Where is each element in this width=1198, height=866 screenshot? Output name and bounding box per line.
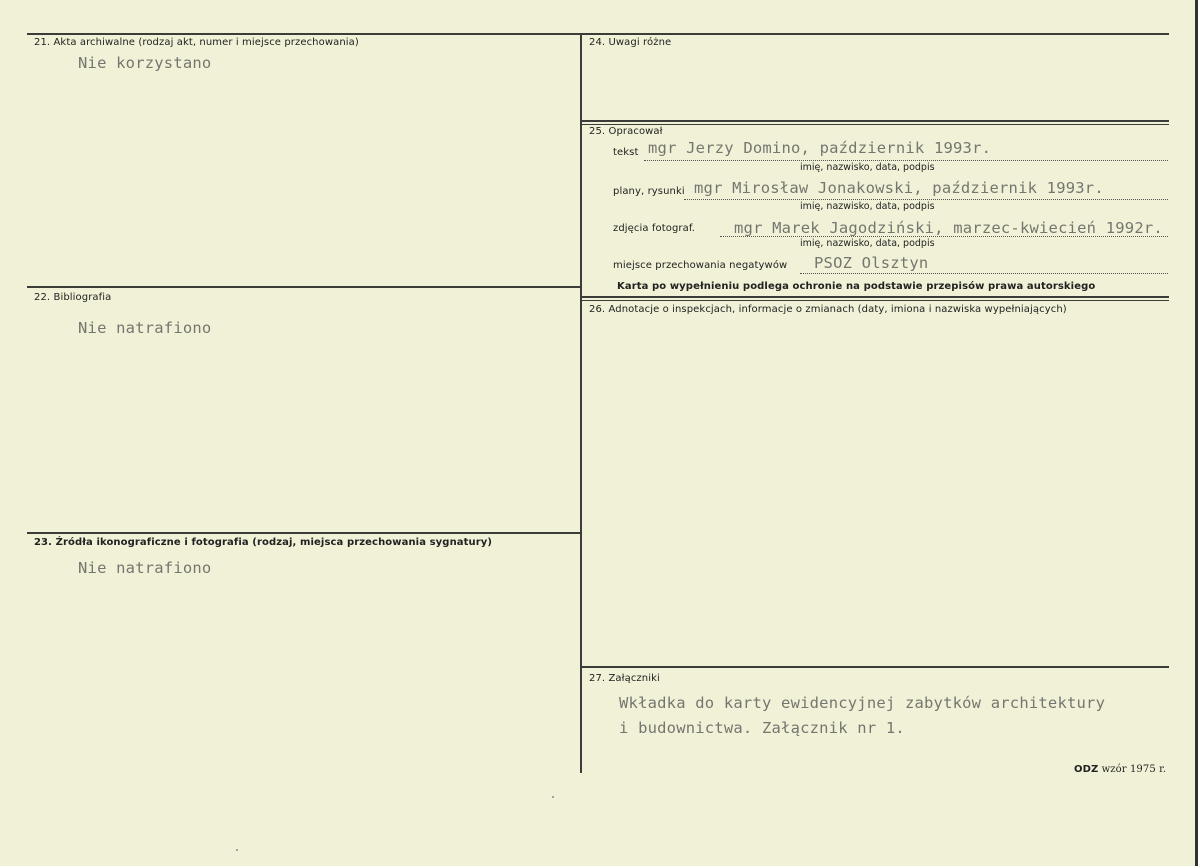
rule-22-top	[27, 286, 581, 288]
tekst-value: mgr Jerzy Domino, październik 1993r.	[648, 139, 992, 157]
section-24-title: 24. Uwagi różne	[589, 37, 672, 48]
zdjecia-caption: imię, nazwisko, data, podpis	[800, 238, 935, 249]
paper-speck	[552, 796, 554, 798]
section-27-title: 27. Załączniki	[589, 673, 660, 684]
section-21-title: 21. Akta archiwalne (rodzaj akt, numer i miejsce przechowania)	[34, 37, 359, 48]
plany-line	[684, 199, 1168, 200]
section-23-title: 23. Źródła ikonograficzne i fotografia (rodzaj, miejsca przechowania sygnatury)	[34, 537, 493, 548]
rule-21-top	[27, 33, 581, 35]
section-25-title: 25. Opracował	[589, 126, 663, 137]
section-21-value: Nie korzystano	[78, 54, 212, 72]
tekst-caption: imię, nazwisko, data, podpis	[800, 162, 935, 173]
rule-27-top	[580, 666, 1169, 668]
section-22-value: Nie natrafiono	[78, 319, 212, 337]
miejsce-value: PSOZ Olsztyn	[814, 254, 929, 272]
rule-25-top-2	[580, 124, 1169, 125]
rule-23-top	[27, 532, 581, 534]
rule-26-top	[580, 296, 1169, 298]
paper-speck-2	[236, 849, 238, 851]
plany-label: plany, rysunki	[613, 186, 685, 197]
section-27-line-2: i budownictwa. Załącznik nr 1.	[619, 719, 905, 737]
form-id-code: ODZ	[1074, 764, 1099, 775]
miejsce-line	[800, 273, 1168, 274]
form-id	[1074, 764, 1166, 775]
zdjecia-label: zdjęcia fotograf.	[613, 223, 696, 234]
section-23-value: Nie natrafiono	[78, 559, 212, 577]
rule-25-top	[580, 120, 1169, 122]
rule-26-top-2	[580, 300, 1169, 301]
zdjecia-value: mgr Marek Jagodziński, marzec-kwiecień 1992r.	[734, 219, 1163, 237]
tekst-line	[644, 160, 1168, 161]
miejsce-label: miejsce przechowania negatywów	[613, 260, 788, 271]
section-26-title: 26. Adnotacje o inspekcjach, informacje o zmianach (daty, imiona i nazwiska wypełniających)	[589, 304, 1067, 315]
rule-24-top	[580, 33, 1169, 35]
form-id-year: wzór 1975 r.	[1101, 764, 1167, 775]
section-22-title: 22. Bibliografia	[34, 292, 112, 303]
copyright-notice: Karta po wypełnieniu podlega ochronie na podstawie przepisów prawa autorskiego	[617, 281, 1096, 292]
plany-caption: imię, nazwisko, data, podpis	[800, 201, 935, 212]
tekst-label: tekst	[613, 147, 639, 158]
column-divider	[580, 33, 582, 773]
section-27-line-1: Wkładka do karty ewidencyjnej zabytków architektury	[619, 694, 1106, 712]
plany-value: mgr Mirosław Jonakowski, październik 1993r.	[694, 179, 1104, 197]
